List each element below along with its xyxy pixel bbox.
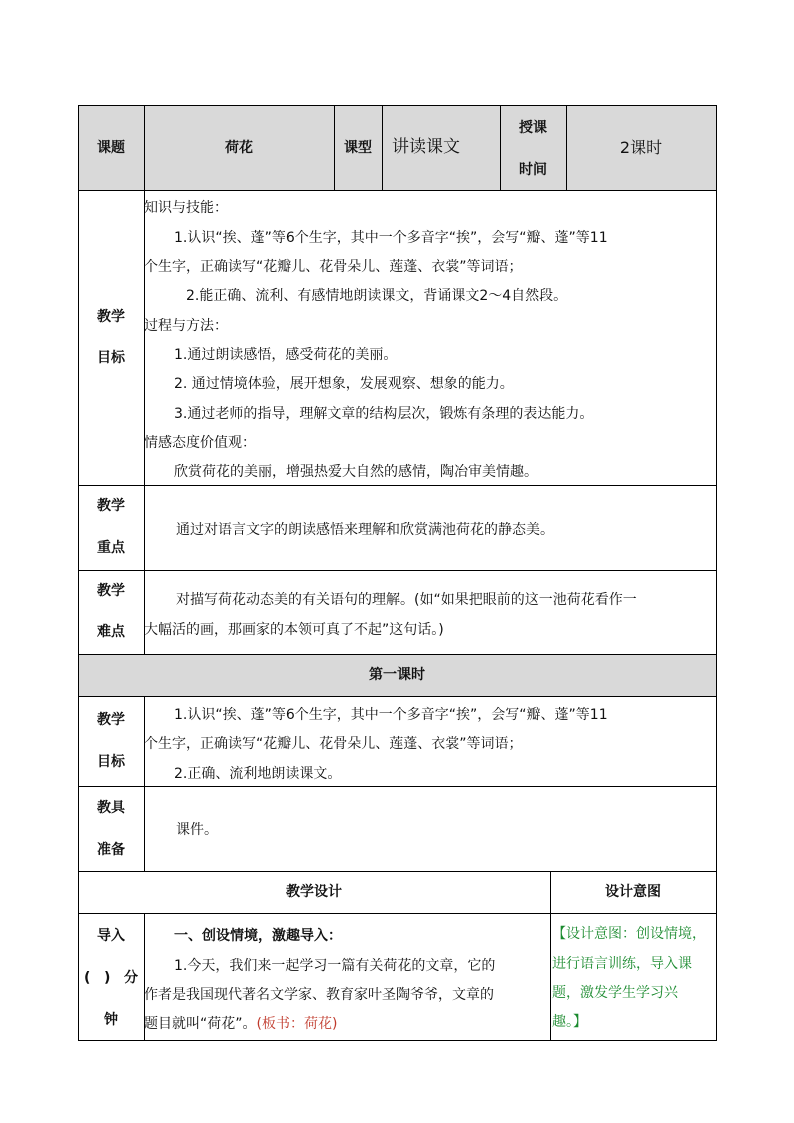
lesson-one-obj-label-2: 目标 bbox=[97, 754, 125, 770]
intro-line-3-text: 题目就叫“荷花”。 bbox=[144, 1016, 257, 1032]
objectives-line: 1.通过朗读感悟，感受荷花的美丽。 bbox=[174, 347, 398, 363]
grid-line bbox=[78, 786, 717, 787]
intent-column-header: 设计意图 bbox=[605, 884, 661, 900]
objectives-line: 情感态度价值观： bbox=[144, 435, 256, 451]
board-note: (板书：荷花) bbox=[256, 1016, 338, 1032]
grid-line bbox=[78, 190, 717, 191]
label-type: 课型 bbox=[344, 140, 372, 156]
grid-line bbox=[382, 105, 383, 190]
lesson-one-obj-line: 个生字，正确读写“花瓣儿、花骨朵儿、莲蓬、衣裳”等词语； bbox=[144, 736, 523, 752]
key-points-text: 通过对语言文字的朗读感悟来理解和欣赏满池荷花的静态美。 bbox=[176, 522, 554, 538]
lesson-one-obj-label-1: 教学 bbox=[97, 712, 125, 728]
objectives-line: 欣赏荷花的美丽，增强热爱大自然的感情，陶冶审美情趣。 bbox=[174, 464, 538, 480]
intent-line: 题，激发学生学习兴 bbox=[552, 985, 678, 1001]
time-value: 2课时 bbox=[619, 138, 663, 157]
topic-value: 荷花 bbox=[225, 140, 253, 156]
intent-line: 进行语言训练，导入课 bbox=[552, 956, 692, 972]
label-time-1: 授课 bbox=[519, 120, 547, 136]
label-topic: 课题 bbox=[97, 140, 125, 156]
tools-label-1: 教具 bbox=[97, 800, 125, 816]
objectives-line: 知识与技能： bbox=[144, 200, 228, 216]
objectives-line: 过程与方法： bbox=[144, 318, 228, 334]
grid-line bbox=[78, 485, 717, 486]
difficulties-line: 对描写荷花动态美的有关语句的理解。(如“如果把眼前的这一池荷花看作一 bbox=[176, 592, 637, 608]
grid-line bbox=[78, 696, 717, 697]
intro-line-3 bbox=[144, 1014, 337, 1034]
difficulties-label-2: 难点 bbox=[97, 624, 125, 640]
intro-label-paren-close: ) bbox=[104, 970, 111, 986]
objectives-line: 1.认识“挨、蓬”等6个生字，其中一个多音字“挨”，会写“瓣、蓬”等11 bbox=[174, 230, 608, 246]
intro-label-1: 导入 bbox=[97, 928, 125, 944]
tools-label-2: 准备 bbox=[97, 842, 125, 858]
grid-line bbox=[144, 696, 145, 871]
grid-line bbox=[78, 570, 717, 571]
lesson-one-obj-line: 1.认识“挨、蓬”等6个生字，其中一个多音字“挨”，会写“瓣、蓬”等11 bbox=[174, 707, 608, 723]
grid-line bbox=[144, 105, 145, 654]
objectives-label-2: 目标 bbox=[97, 350, 125, 366]
intro-line: 1.今天，我们来一起学习一篇有关荷花的文章，它的 bbox=[174, 958, 496, 974]
objectives-line: 2.能正确、流利、有感情地朗读课文，背诵课文2～4自然段。 bbox=[186, 288, 568, 304]
objectives-label-1: 教学 bbox=[97, 309, 125, 325]
grid-line bbox=[78, 1040, 717, 1041]
intro-heading: 一、创设情境，激趣导入： bbox=[174, 928, 342, 944]
lesson-one-obj-line: 2.正确、流利地朗读课文。 bbox=[174, 766, 342, 782]
difficulties-line: 大幅活的画，那画家的本领可真了不起”这句话。) bbox=[144, 622, 444, 638]
intro-line: 作者是我国现代著名文学家、教育家叶圣陶爷爷，文章的 bbox=[144, 987, 494, 1003]
key-points-label-2: 重点 bbox=[97, 540, 125, 556]
intro-label-paren-open: ( bbox=[84, 970, 91, 986]
grid-line bbox=[716, 105, 717, 1041]
intro-label-minutes: 分 bbox=[124, 970, 138, 986]
tools-text: 课件。 bbox=[176, 822, 218, 838]
intent-line: 趣。】 bbox=[552, 1014, 587, 1030]
grid-line bbox=[78, 913, 717, 914]
intent-line: 【设计意图：创设情境， bbox=[552, 926, 706, 942]
intro-label-3: 钟 bbox=[104, 1012, 118, 1028]
design-column-header: 教学设计 bbox=[286, 884, 342, 900]
lesson-one-title: 第一课时 bbox=[369, 667, 425, 683]
type-value: 讲读课文 bbox=[392, 137, 460, 157]
grid-line bbox=[78, 105, 717, 106]
objectives-line: 2. 通过情境体验，展开想象，发展观察、想象的能力。 bbox=[174, 376, 514, 392]
grid-line bbox=[78, 871, 717, 872]
difficulties-label-1: 教学 bbox=[97, 583, 125, 599]
key-points-label-1: 教学 bbox=[97, 498, 125, 514]
grid-line bbox=[78, 654, 717, 655]
objectives-line: 3.通过老师的指导，理解文章的结构层次，锻炼有条理的表达能力。 bbox=[174, 406, 594, 422]
label-time-2: 时间 bbox=[519, 162, 547, 178]
objectives-line: 个生字，正确读写“花瓣儿、花骨朵儿、莲蓬、衣裳”等词语； bbox=[144, 259, 523, 275]
